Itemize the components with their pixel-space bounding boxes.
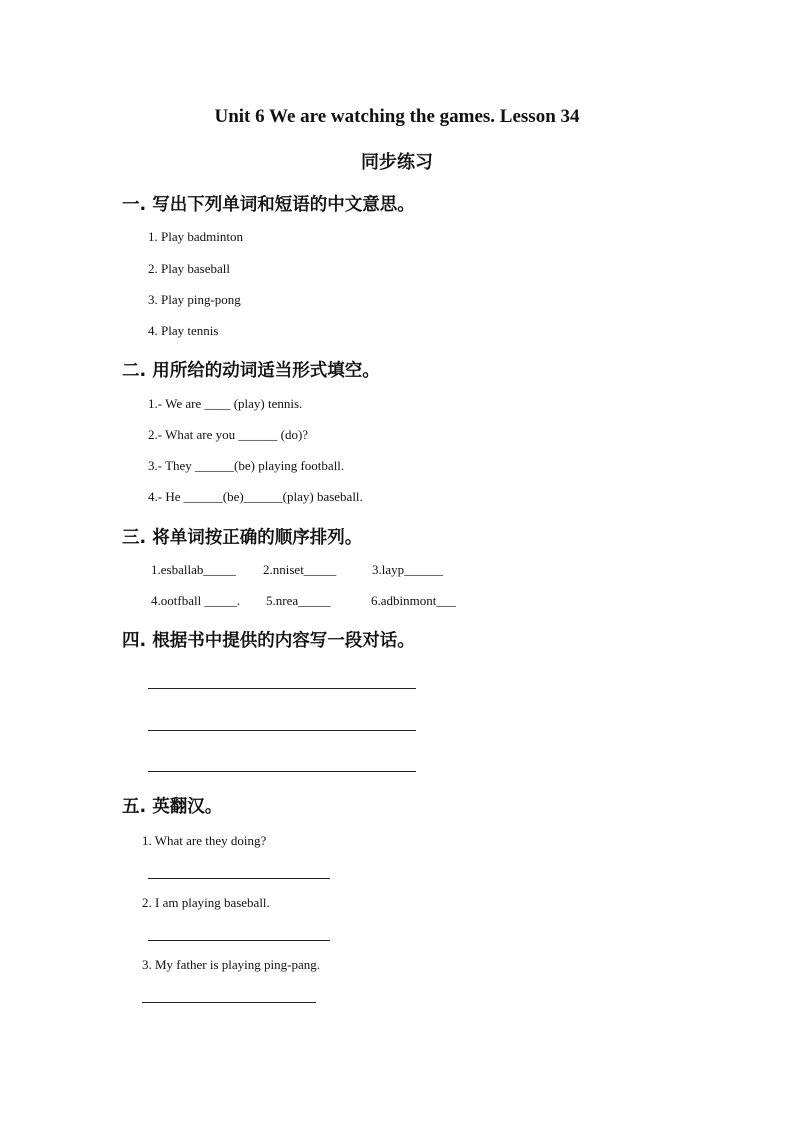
section-1-heading: 一. 写出下列单词和短语的中文意思。: [122, 195, 415, 215]
section-1-item: 3. Play ping-pong: [148, 292, 241, 307]
section-1-item: 2. Play baseball: [148, 261, 230, 276]
translate-item: 2. I am playing baseball.: [142, 895, 270, 910]
page-subtitle: 同步练习: [361, 152, 433, 173]
section-2-item: 3.- They ______(be) playing football.: [148, 458, 345, 473]
section-2-item: 4.- He ______(be)______(play) baseball.: [148, 489, 363, 504]
section-2-item: 2.- What are you ______ (do)?: [148, 427, 309, 442]
scramble-item: 6.adbinmont___: [371, 593, 456, 608]
section-1-item: 1. Play badminton: [148, 229, 243, 244]
answer-line: [148, 878, 330, 879]
scramble-item: 2.nniset_____: [263, 562, 337, 577]
scramble-item: 5.nrea_____: [266, 593, 331, 608]
page-title: Unit 6 We are watching the games. Lesson 34: [214, 106, 580, 127]
answer-line: [148, 940, 330, 941]
answer-line: [142, 1002, 316, 1003]
translate-item: 1. What are they doing?: [142, 833, 267, 848]
scramble-item: 4.ootfball _____.: [151, 593, 241, 608]
answer-line: [148, 730, 416, 731]
scramble-item: 1.esballab_____: [151, 562, 236, 577]
section-5-heading: 五. 英翻汉。: [122, 797, 223, 817]
scramble-item: 3.layp______: [372, 562, 444, 577]
section-4-heading: 四. 根据书中提供的内容写一段对话。: [122, 631, 415, 651]
section-3-heading: 三. 将单词按正确的顺序排列。: [122, 528, 363, 548]
section-2-heading: 二. 用所给的动词适当形式填空。: [122, 361, 380, 381]
section-2-item: 1.- We are ____ (play) tennis.: [148, 396, 303, 411]
section-1-item: 4. Play tennis: [148, 323, 219, 338]
answer-line: [148, 771, 416, 772]
answer-line: [148, 688, 416, 689]
translate-item: 3. My father is playing ping-pang.: [142, 957, 320, 972]
